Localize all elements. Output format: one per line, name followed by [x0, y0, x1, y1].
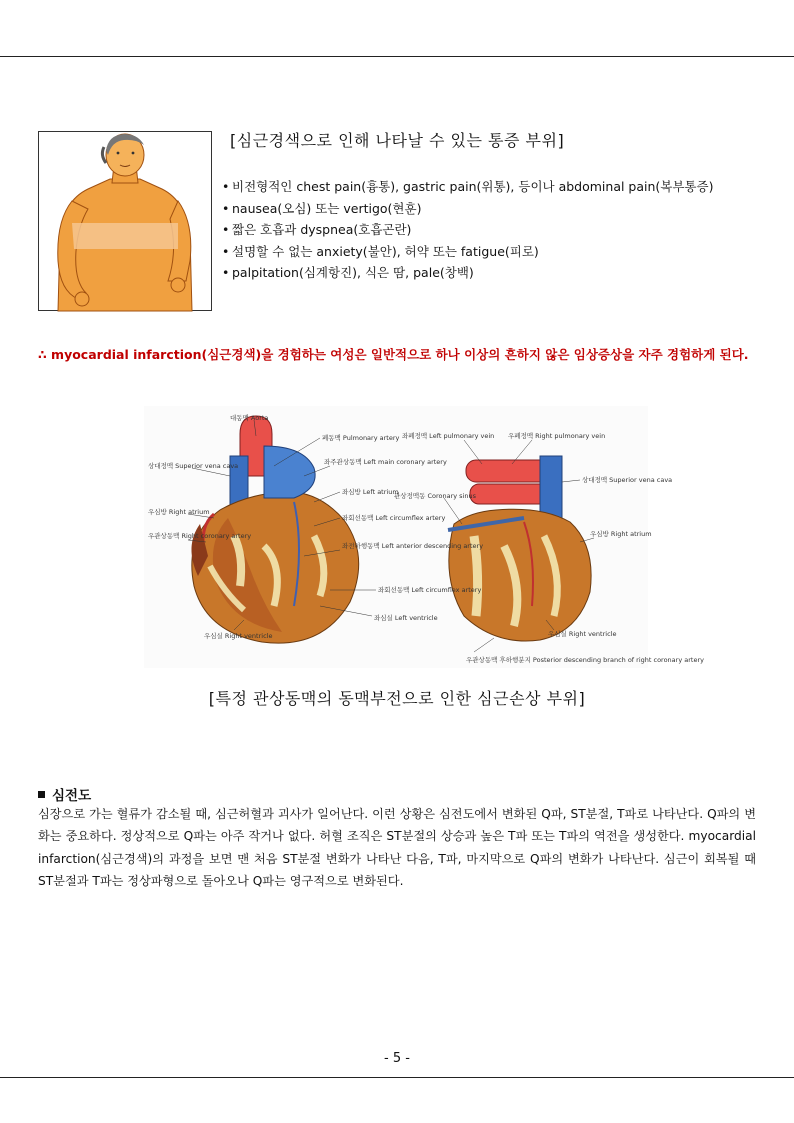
label-right-ventricle-left: 우심실 Right ventricle [204, 632, 273, 640]
ecg-section-body: 심장으로 가는 혈류가 감소될 때, 심근허혈과 괴사가 일어난다. 이런 상황은 심전도에서 변화된 Q파, ST분절, T파로 나타난다. Q파의 변화는 중요하다. 정상적으로 Q파는 아주 작거나 없다. 허혈 조직은 ST분절의 상승과 높은 T파 또는 T파의 역전을 생성한다. myocardial infarction(심근경색)의 과정을 보면 맨 처음 ST분절 변화가 나타난 다음, T파, 마지막으로 Q파의 변화가 나타난다. 심근이 회복될 때 ST분절과 T파는 정상파형으로 돌아오나 Q파는 영구적으로 변화된다. [38, 807, 756, 888]
label-left-atrium: 좌심방 Left atrium [342, 488, 399, 496]
symptom-item: • 설명할 수 없는 anxiety(불안), 허약 또는 fatigue(피로) [222, 241, 713, 263]
ecg-section-title: 심전도 [52, 788, 92, 804]
label-right-atrium-left: 우심방 Right atrium [148, 508, 210, 516]
label-aorta: 대동맥 Aorta [230, 414, 269, 422]
label-superior-vena-cava-left: 상대정맥 Superior vena cava [148, 462, 239, 470]
label-left-main-coronary: 좌주관상동맥 Left main coronary artery [324, 458, 447, 466]
pain-region-illustration [38, 131, 212, 311]
pain-region-title: [심근경색으로 인해 나타날 수 있는 통증 부위] [230, 131, 565, 150]
label-right-coronary: 우관상동맥 Right coronary artery [148, 532, 252, 540]
warning-text: ∴ myocardial infarction(심근경색)을 경험하는 여성은 일반적으로 하나 이상의 흔하지 않은 임상증상을 자주 경험하게 된다. [38, 347, 749, 362]
symptom-item: • palpitation(심계항진), 식은 땀, pale(창백) [222, 262, 713, 284]
label-right-atrium-right: 우심방 Right atrium [590, 530, 652, 538]
symptom-item: • 짧은 호흡과 dyspnea(호흡곤란) [222, 219, 713, 241]
coronary-heart-figure [144, 406, 704, 668]
label-lad: 좌전하행동맥 Left anterior descending artery [342, 542, 484, 550]
label-posterior-descending: 우관상동맥 후하행분지 Posterior descending branch of right coronary artery [466, 656, 704, 664]
footer-rule [0, 1077, 794, 1078]
page-number: - 5 - [384, 1051, 410, 1066]
symptom-list [222, 176, 713, 284]
label-coronary-sinus: 관상정맥동 Coronary sinus [394, 492, 476, 500]
symptom-item: • 비전형적인 chest pain(흉통), gastric pain(위통), 등이나 abdominal pain(복부통증) [222, 176, 713, 198]
label-left-ventricle: 좌심실 Left ventricle [374, 614, 438, 622]
bullet-square-icon [38, 791, 45, 798]
label-right-ventricle-right: 우심실 Right ventricle [548, 630, 617, 638]
heart-figure-caption: [특정 관상동맥의 동맥부전으로 인한 심근손상 부위] [208, 689, 586, 708]
label-superior-vena-cava-right: 상대정맥 Superior vena cava [582, 476, 673, 484]
label-circumflex: 좌회선동맥 Left circumflex artery [342, 514, 446, 522]
label-right-pulmonary-vein: 우폐정맥 Right pulmonary vein [508, 432, 606, 440]
ecg-section-heading [38, 784, 91, 804]
header-rule [0, 56, 794, 57]
label-left-pulmonary-vein: 좌폐정맥 Left pulmonary vein [402, 432, 495, 440]
symptom-item: • nausea(오심) 또는 vertigo(현훈) [222, 198, 713, 220]
label-pulmonary-artery: 폐동맥 Pulmonary artery [322, 434, 400, 442]
label-circumflex-2: 좌회선동맥 Left circumflex artery [378, 586, 482, 594]
